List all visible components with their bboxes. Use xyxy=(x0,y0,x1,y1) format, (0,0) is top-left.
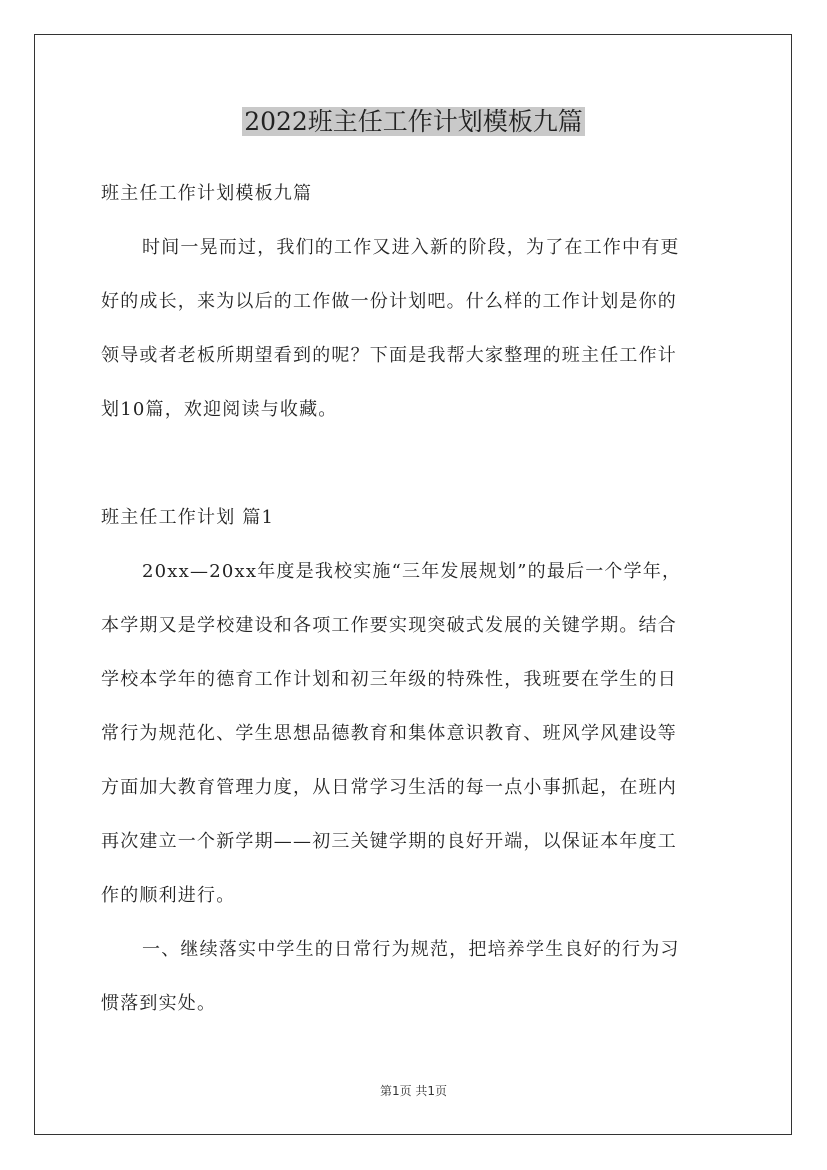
section1-paragraph-line-3: 学校本学年的德育工作计划和初三年级的特殊性，我班要在学生的日 xyxy=(101,669,677,690)
section1-paragraph-line-4: 常行为规范化、学生思想品德教育和集体意识教育、班风学风建设等 xyxy=(101,723,677,744)
section1-paragraph-line-5: 方面加大教育管理力度，从日常学习生活的每一点小事抓起，在班内 xyxy=(101,777,677,798)
section1-paragraph-line-7: 作的顺利进行。 xyxy=(101,885,236,906)
intro-paragraph-line-1: 时间一晃而过，我们的工作又进入新的阶段，为了在工作中有更 xyxy=(142,237,680,258)
point-one-line-1: 一、继续落实中学生的日常行为规范，把培养学生良好的行为习 xyxy=(142,939,680,960)
intro-paragraph-line-2: 好的成长，来为以后的工作做一份计划吧。什么样的工作计划是你的 xyxy=(101,291,677,312)
section-heading-1: 班主任工作计划 篇1 xyxy=(101,507,275,528)
page-footer: 第1页 共1页 xyxy=(379,1084,448,1098)
document-title: 2022班主任工作计划模板九篇 xyxy=(244,107,583,136)
intro-heading: 班主任工作计划模板九篇 xyxy=(101,183,313,204)
intro-paragraph-line-3: 领导或者老板所期望看到的呢？下面是我帮大家整理的班主任工作计 xyxy=(101,345,677,366)
section1-paragraph-line-1: 20xx—20xx年度是我校实施“三年发展规划”的最后一个学年， xyxy=(142,561,682,582)
section1-paragraph-line-2: 本学期又是学校建设和各项工作要实现突破式发展的关键学期。结合 xyxy=(101,615,677,636)
intro-paragraph-line-4: 划10篇，欢迎阅读与收藏。 xyxy=(101,399,338,420)
point-one-line-2: 惯落到实处。 xyxy=(101,993,217,1014)
section1-paragraph-line-6: 再次建立一个新学期——初三关键学期的良好开端，以保证本年度工 xyxy=(101,831,677,852)
